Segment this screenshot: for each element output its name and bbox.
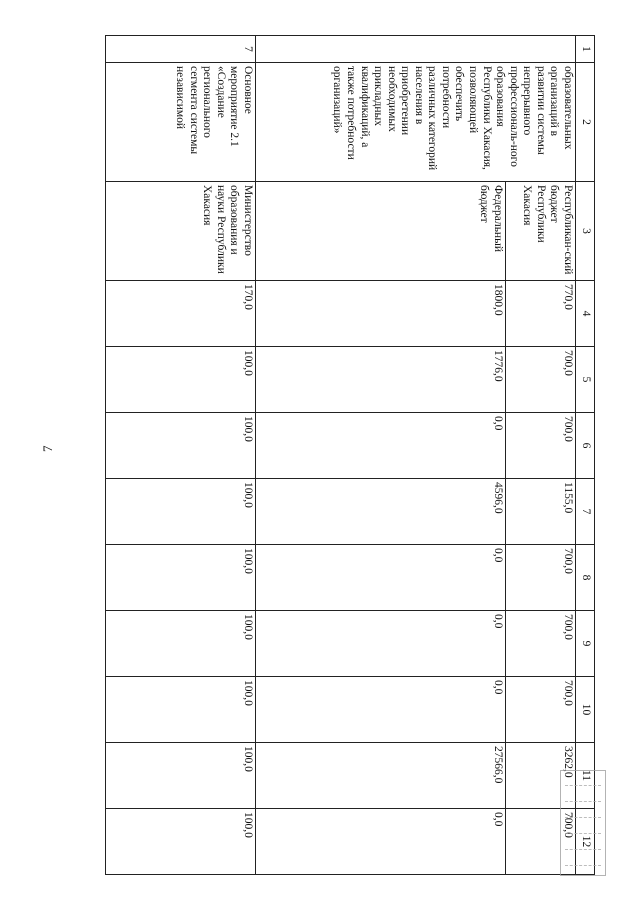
value-cell: 100,0	[106, 413, 256, 479]
header-col-1: 1	[576, 36, 595, 63]
funding-source: Федеральный бюджет	[256, 182, 506, 281]
value-cell: 100,0	[106, 611, 256, 677]
value-cell: 100,0	[106, 479, 256, 545]
value-cell: 100,0	[106, 743, 256, 809]
value-cell: 1776,0	[256, 347, 506, 413]
value-cell: 700,0	[506, 677, 576, 743]
value-cell: 0,0	[256, 611, 506, 677]
header-col-10: 10	[576, 677, 595, 743]
budget-table	[105, 35, 595, 875]
header-col-4: 4	[576, 281, 595, 347]
header-col-9: 9	[576, 611, 595, 677]
header-col-2: 2	[576, 63, 595, 182]
rotated-table-container	[105, 35, 595, 875]
value-cell: 700,0	[506, 611, 576, 677]
table-row	[506, 36, 576, 875]
header-row	[576, 36, 595, 875]
value-cell: 170,0	[106, 281, 256, 347]
value-cell: 0,0	[256, 677, 506, 743]
page-number: 7	[40, 445, 55, 452]
value-cell: 100,0	[106, 809, 256, 875]
measure-name: образовательных организаций в развитии системы непрерывного профессиональ-ного образования Республики Хакасия, позволяющей обеспечить потребности различных категорий населения в приобретении необходимых прикладных квалификаций, а также потребности организаций»	[256, 63, 576, 182]
table-row	[106, 36, 256, 875]
value-cell: 4596,0	[256, 479, 506, 545]
row-number	[256, 36, 576, 63]
value-cell: 100,0	[106, 545, 256, 611]
header-col-5: 5	[576, 347, 595, 413]
header-col-6: 6	[576, 413, 595, 479]
value-cell: 100,0	[106, 677, 256, 743]
header-col-7: 7	[576, 479, 595, 545]
value-cell: 0,0	[256, 809, 506, 875]
value-cell: 3262,0	[506, 743, 576, 809]
value-cell: 0,0	[256, 545, 506, 611]
measure-name: Основное мероприятие 2.1 «Создание регионального сегмента системы независимой	[106, 63, 256, 182]
value-cell: 700,0	[506, 413, 576, 479]
value-cell: 770,0	[506, 281, 576, 347]
value-cell: 1800,0	[256, 281, 506, 347]
stamp-mark	[560, 770, 606, 876]
funding-source: Министерство образования и науки Республики Хакасия	[106, 182, 256, 281]
value-cell: 700,0	[506, 347, 576, 413]
row-number: 7	[106, 36, 256, 63]
value-cell: 27566,0	[256, 743, 506, 809]
value-cell: 100,0	[106, 347, 256, 413]
header-col-8: 8	[576, 545, 595, 611]
value-cell: 0,0	[256, 413, 506, 479]
value-cell: 700,0	[506, 809, 576, 875]
header-col-12: 12	[576, 809, 595, 875]
value-cell: 700,0	[506, 545, 576, 611]
header-col-3: 3	[576, 182, 595, 281]
funding-source: Республикан-ский бюджет Республики Хакасия	[506, 182, 576, 281]
value-cell: 1155,0	[506, 479, 576, 545]
header-col-11: 11	[576, 743, 595, 809]
